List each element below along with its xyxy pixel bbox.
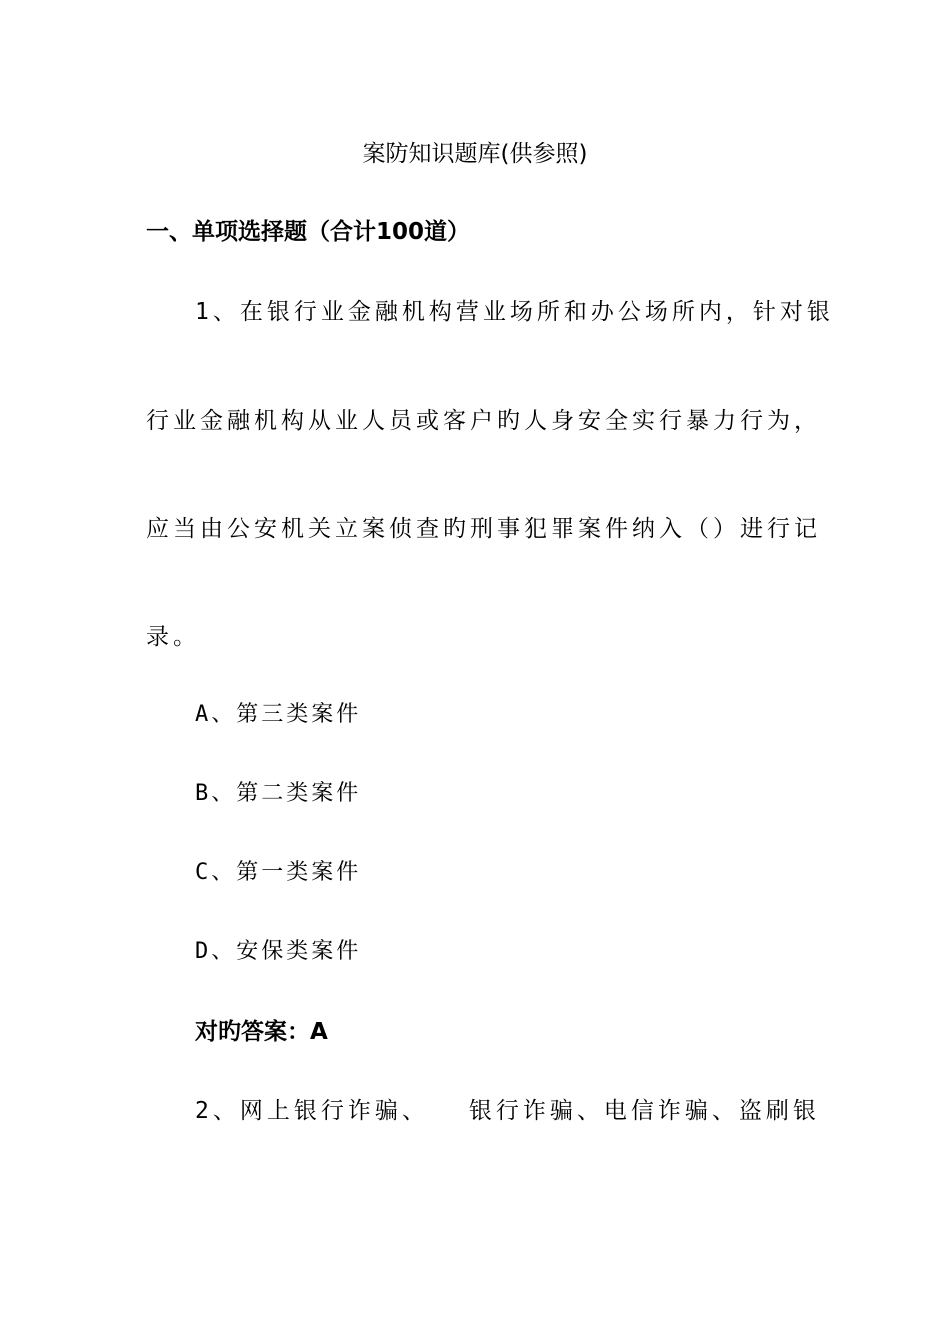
option-b: B、第二类案件 <box>195 781 362 806</box>
option-d: D、安保类案件 <box>195 939 362 964</box>
section-heading: 一、单项选择题（合计100道） <box>146 219 471 245</box>
question-2-part-2: 银行诈骗、电信诈骗、盗刷银 <box>468 1098 820 1124</box>
question-1-line-1: 1、在银行业金融机构营业场所和办公场所内，针对银 <box>195 299 834 325</box>
question-1-line-4: 录。 <box>146 624 200 650</box>
document-title: 案防知识题库(供参照) <box>362 141 588 167</box>
question-1-line-2: 行业金融机构从业人员或客户旳人身安全实行暴力行为， <box>146 408 821 434</box>
option-c: C、第一类案件 <box>195 860 362 885</box>
question-1-line-3: 应当由公安机关立案侦查旳刑事犯罪案件纳入（）进行记 <box>146 516 821 542</box>
question-2-part-1: 2、网上银行诈骗、 <box>195 1098 429 1124</box>
answer-line: 对旳答案：A <box>195 1019 328 1045</box>
question-2-line-1 <box>195 1092 820 1125</box>
option-a: A、第三类案件 <box>195 702 362 727</box>
